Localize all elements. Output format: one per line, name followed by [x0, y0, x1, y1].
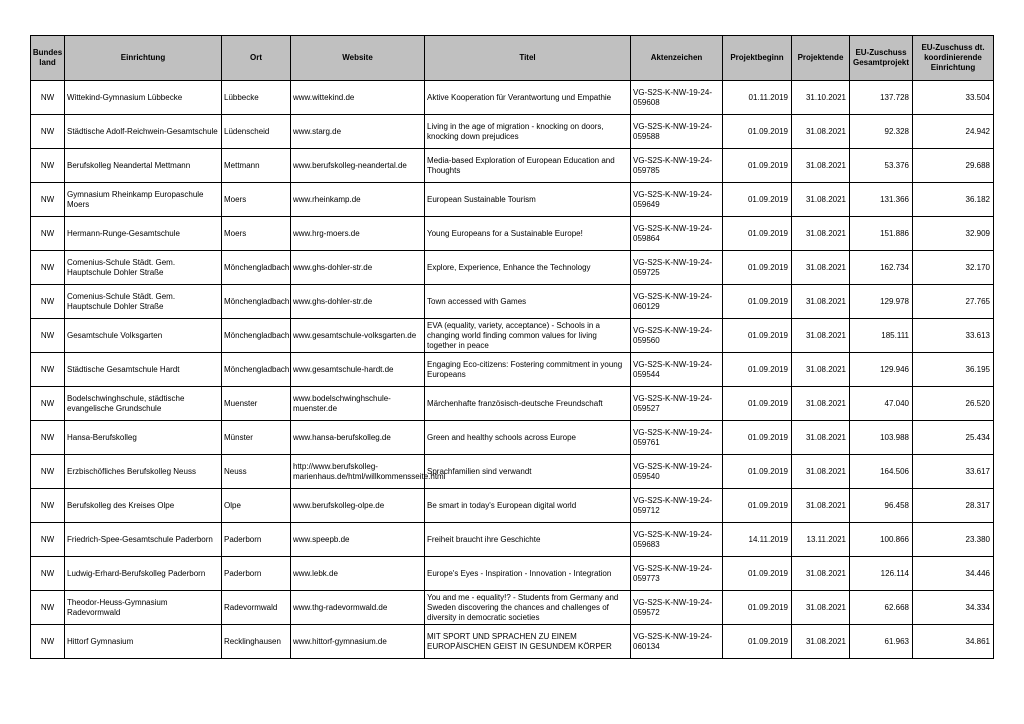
cell-eu-zuschuss-koord: 36.182 [913, 183, 994, 217]
cell-projektende: 31.08.2021 [792, 557, 850, 591]
cell-eu-zuschuss-gesamt: 185.111 [850, 319, 913, 353]
table-row [31, 251, 994, 285]
cell-projektbeginn: 14.11.2019 [723, 523, 792, 557]
cell-eu-zuschuss-gesamt: 100.866 [850, 523, 913, 557]
cell-projektbeginn: 01.09.2019 [723, 591, 792, 625]
table-row [31, 387, 994, 421]
cell-eu-zuschuss-gesamt: 131.366 [850, 183, 913, 217]
table-row [31, 319, 994, 353]
cell-website[interactable]: www.rheinkamp.de [291, 183, 425, 217]
col-eu-zuschuss-gesamt-header: EU-Zuschuss Gesamtprojekt [850, 36, 913, 81]
table-header [31, 36, 994, 81]
cell-projektbeginn: 01.09.2019 [723, 625, 792, 659]
cell-projektende: 31.08.2021 [792, 591, 850, 625]
cell-bundesland: NW [31, 387, 65, 421]
cell-projektende: 31.08.2021 [792, 353, 850, 387]
cell-titel: Media-based Exploration of European Education and Thoughts [425, 149, 631, 183]
cell-titel: Freiheit braucht ihre Geschichte [425, 523, 631, 557]
cell-einrichtung: Ludwig-Erhard-Berufskolleg Paderborn [65, 557, 222, 591]
col-einrichtung-header: Einrichtung [65, 36, 222, 81]
cell-eu-zuschuss-koord: 36.195 [913, 353, 994, 387]
cell-ort: Paderborn [222, 557, 291, 591]
cell-aktenzeichen: VG-S2S-K-NW-19-24-059785 [631, 149, 723, 183]
cell-aktenzeichen: VG-S2S-K-NW-19-24-059761 [631, 421, 723, 455]
col-eu-zuschuss-koord-header: EU-Zuschuss dt. koordinierende Einrichtung [913, 36, 994, 81]
cell-eu-zuschuss-koord: 34.446 [913, 557, 994, 591]
cell-titel: MIT SPORT UND SPRACHEN ZU EINEM EUROPÄISCHEN GEIST IN GESUNDEM KÖRPER [425, 625, 631, 659]
cell-projektbeginn: 01.09.2019 [723, 217, 792, 251]
cell-eu-zuschuss-gesamt: 96.458 [850, 489, 913, 523]
cell-bundesland: NW [31, 183, 65, 217]
cell-projektende: 31.08.2021 [792, 115, 850, 149]
cell-aktenzeichen: VG-S2S-K-NW-19-24-059649 [631, 183, 723, 217]
cell-einrichtung: Wittekind-Gymnasium Lübbecke [65, 81, 222, 115]
cell-aktenzeichen: VG-S2S-K-NW-19-24-059683 [631, 523, 723, 557]
cell-einrichtung: Comenius-Schule Städt. Gem. Hauptschule Dohler Straße [65, 251, 222, 285]
cell-titel: Sprachfamilien sind verwandt [425, 455, 631, 489]
table-row [31, 421, 994, 455]
cell-projektbeginn: 01.09.2019 [723, 115, 792, 149]
cell-projektende: 31.08.2021 [792, 217, 850, 251]
cell-titel: Europe's Eyes - Inspiration - Innovation - Integration [425, 557, 631, 591]
cell-website[interactable]: www.thg-radevormwald.de [291, 591, 425, 625]
cell-ort: Mönchengladbach [222, 285, 291, 319]
cell-website[interactable]: www.hrg-moers.de [291, 217, 425, 251]
cell-eu-zuschuss-koord: 33.613 [913, 319, 994, 353]
table-row [31, 625, 994, 659]
cell-aktenzeichen: VG-S2S-K-NW-19-24-059712 [631, 489, 723, 523]
cell-aktenzeichen: VG-S2S-K-NW-19-24-059773 [631, 557, 723, 591]
cell-bundesland: NW [31, 149, 65, 183]
table-row [31, 217, 994, 251]
cell-ort: Lübbecke [222, 81, 291, 115]
cell-bundesland: NW [31, 353, 65, 387]
cell-eu-zuschuss-gesamt: 129.946 [850, 353, 913, 387]
cell-einrichtung: Städtische Adolf-Reichwein-Gesamtschule [65, 115, 222, 149]
cell-titel: Young Europeans for a Sustainable Europe! [425, 217, 631, 251]
table-row [31, 557, 994, 591]
cell-eu-zuschuss-gesamt: 53.376 [850, 149, 913, 183]
cell-projektbeginn: 01.09.2019 [723, 319, 792, 353]
cell-projektende: 31.08.2021 [792, 251, 850, 285]
col-bundesland-header: Bundes land [31, 36, 65, 81]
cell-einrichtung: Gesamtschule Volksgarten [65, 319, 222, 353]
cell-einrichtung: Theodor-Heuss-Gymnasium Radevormwald [65, 591, 222, 625]
cell-eu-zuschuss-gesamt: 103.988 [850, 421, 913, 455]
cell-einrichtung: Hittorf Gymnasium [65, 625, 222, 659]
cell-website[interactable]: www.bodelschwinghschule-muenster.de [291, 387, 425, 421]
cell-bundesland: NW [31, 115, 65, 149]
cell-einrichtung: Erzbischöfliches Berufskolleg Neuss [65, 455, 222, 489]
cell-aktenzeichen: VG-S2S-K-NW-19-24-059527 [631, 387, 723, 421]
table-row [31, 523, 994, 557]
cell-titel: Living in the age of migration - knocking on doors, knocking down prejudices [425, 115, 631, 149]
cell-eu-zuschuss-koord: 24.942 [913, 115, 994, 149]
cell-eu-zuschuss-koord: 34.334 [913, 591, 994, 625]
cell-ort: Mönchengladbach [222, 353, 291, 387]
cell-ort: Mettmann [222, 149, 291, 183]
cell-projektbeginn: 01.11.2019 [723, 81, 792, 115]
cell-titel: Aktive Kooperation für Verantwortung und Empathie [425, 81, 631, 115]
cell-ort: Lüdenscheid [222, 115, 291, 149]
col-titel-header: Titel [425, 36, 631, 81]
cell-einrichtung: Berufskolleg Neandertal Mettmann [65, 149, 222, 183]
cell-projektende: 31.08.2021 [792, 489, 850, 523]
col-projektbeginn-header: Projektbeginn [723, 36, 792, 81]
cell-projektbeginn: 01.09.2019 [723, 353, 792, 387]
cell-projektende: 31.08.2021 [792, 387, 850, 421]
cell-eu-zuschuss-gesamt: 164.506 [850, 455, 913, 489]
cell-projektende: 31.10.2021 [792, 81, 850, 115]
cell-aktenzeichen: VG-S2S-K-NW-19-24-059560 [631, 319, 723, 353]
cell-projektende: 31.08.2021 [792, 625, 850, 659]
cell-einrichtung: Städtische Gesamtschule Hardt [65, 353, 222, 387]
cell-website[interactable]: www.speepb.de [291, 523, 425, 557]
cell-projektbeginn: 01.09.2019 [723, 149, 792, 183]
cell-eu-zuschuss-gesamt: 61.963 [850, 625, 913, 659]
cell-projektbeginn: 01.09.2019 [723, 455, 792, 489]
cell-titel: Engaging Eco-citizens: Fostering commitment in young Europeans [425, 353, 631, 387]
cell-eu-zuschuss-koord: 26.520 [913, 387, 994, 421]
cell-bundesland: NW [31, 625, 65, 659]
table-row [31, 455, 994, 489]
cell-website[interactable]: www.berufskolleg-olpe.de [291, 489, 425, 523]
cell-projektbeginn: 01.09.2019 [723, 251, 792, 285]
table-row [31, 183, 994, 217]
cell-projektbeginn: 01.09.2019 [723, 489, 792, 523]
cell-eu-zuschuss-gesamt: 137.728 [850, 81, 913, 115]
cell-titel: You and me - equality!? - Students from Germany and Sweden discovering the chances and challenges of diversity in democratic societies [425, 591, 631, 625]
cell-aktenzeichen: VG-S2S-K-NW-19-24-059588 [631, 115, 723, 149]
cell-bundesland: NW [31, 217, 65, 251]
cell-einrichtung: Comenius-Schule Städt. Gem. Hauptschule Dohler Straße [65, 285, 222, 319]
cell-einrichtung: Friedrich-Spee-Gesamtschule Paderborn [65, 523, 222, 557]
col-projektende-header: Projektende [792, 36, 850, 81]
cell-eu-zuschuss-gesamt: 92.328 [850, 115, 913, 149]
cell-projektbeginn: 01.09.2019 [723, 285, 792, 319]
cell-aktenzeichen: VG-S2S-K-NW-19-24-060129 [631, 285, 723, 319]
cell-einrichtung: Hansa-Berufskolleg [65, 421, 222, 455]
cell-eu-zuschuss-gesamt: 162.734 [850, 251, 913, 285]
cell-einrichtung: Hermann-Runge-Gesamtschule [65, 217, 222, 251]
cell-bundesland: NW [31, 557, 65, 591]
cell-projektende: 31.08.2021 [792, 285, 850, 319]
table-row [31, 115, 994, 149]
cell-titel: Märchenhafte französisch-deutsche Freundschaft [425, 387, 631, 421]
cell-eu-zuschuss-koord: 32.170 [913, 251, 994, 285]
cell-ort: Recklinghausen [222, 625, 291, 659]
cell-titel: Explore, Experience, Enhance the Technology [425, 251, 631, 285]
cell-projektende: 31.08.2021 [792, 149, 850, 183]
cell-projektbeginn: 01.09.2019 [723, 557, 792, 591]
cell-titel: EVA (equality, variety, acceptance) - Schools in a changing world finding common values for living together in peace [425, 319, 631, 353]
cell-projektbeginn: 01.09.2019 [723, 421, 792, 455]
cell-bundesland: NW [31, 455, 65, 489]
cell-eu-zuschuss-koord: 29.688 [913, 149, 994, 183]
cell-einrichtung: Gymnasium Rheinkamp Europaschule Moers [65, 183, 222, 217]
cell-bundesland: NW [31, 251, 65, 285]
cell-ort: Olpe [222, 489, 291, 523]
cell-eu-zuschuss-koord: 33.504 [913, 81, 994, 115]
cell-website[interactable]: www.gesamtschule-hardt.de [291, 353, 425, 387]
cell-website[interactable]: www.berufskolleg-neandertal.de [291, 149, 425, 183]
cell-ort: Radevormwald [222, 591, 291, 625]
funding-table [30, 35, 994, 659]
cell-website[interactable]: www.lebk.de [291, 557, 425, 591]
cell-aktenzeichen: VG-S2S-K-NW-19-24-059608 [631, 81, 723, 115]
col-website-header: Website [291, 36, 425, 81]
cell-eu-zuschuss-koord: 34.861 [913, 625, 994, 659]
cell-website[interactable]: www.wittekind.de [291, 81, 425, 115]
cell-titel: European Sustainable Tourism [425, 183, 631, 217]
cell-titel: Be smart in today's European digital world [425, 489, 631, 523]
cell-bundesland: NW [31, 421, 65, 455]
cell-website[interactable]: www.hittorf-gymnasium.de [291, 625, 425, 659]
cell-titel: Green and healthy schools across Europe [425, 421, 631, 455]
cell-projektende: 31.08.2021 [792, 455, 850, 489]
cell-ort: Moers [222, 217, 291, 251]
cell-website[interactable]: www.starg.de [291, 115, 425, 149]
cell-bundesland: NW [31, 523, 65, 557]
cell-bundesland: NW [31, 489, 65, 523]
cell-aktenzeichen: VG-S2S-K-NW-19-24-059540 [631, 455, 723, 489]
cell-ort: Muenster [222, 387, 291, 421]
cell-bundesland: NW [31, 591, 65, 625]
cell-einrichtung: Bodelschwinghschule, städtische evangelische Grundschule [65, 387, 222, 421]
cell-projektende: 31.08.2021 [792, 183, 850, 217]
cell-ort: Neuss [222, 455, 291, 489]
cell-website[interactable]: www.gesamtschule-volksgarten.de [291, 319, 425, 353]
cell-eu-zuschuss-koord: 25.434 [913, 421, 994, 455]
cell-titel: Town accessed with Games [425, 285, 631, 319]
table-row [31, 489, 994, 523]
cell-aktenzeichen: VG-S2S-K-NW-19-24-059544 [631, 353, 723, 387]
cell-eu-zuschuss-koord: 28.317 [913, 489, 994, 523]
cell-aktenzeichen: VG-S2S-K-NW-19-24-059572 [631, 591, 723, 625]
cell-website[interactable]: www.ghs-dohler-str.de [291, 251, 425, 285]
cell-eu-zuschuss-koord: 27.765 [913, 285, 994, 319]
cell-aktenzeichen: VG-S2S-K-NW-19-24-060134 [631, 625, 723, 659]
cell-ort: Paderborn [222, 523, 291, 557]
table-row [31, 149, 994, 183]
col-aktenzeichen-header: Aktenzeichen [631, 36, 723, 81]
cell-aktenzeichen: VG-S2S-K-NW-19-24-059864 [631, 217, 723, 251]
cell-aktenzeichen: VG-S2S-K-NW-19-24-059725 [631, 251, 723, 285]
cell-eu-zuschuss-gesamt: 47.040 [850, 387, 913, 421]
table-row [31, 81, 994, 115]
table-body [31, 81, 994, 659]
cell-eu-zuschuss-gesamt: 126.114 [850, 557, 913, 591]
cell-eu-zuschuss-koord: 32.909 [913, 217, 994, 251]
cell-eu-zuschuss-gesamt: 62.668 [850, 591, 913, 625]
cell-bundesland: NW [31, 81, 65, 115]
cell-ort: Mönchengladbach [222, 319, 291, 353]
col-ort-header: Ort [222, 36, 291, 81]
cell-website[interactable]: http://www.berufskolleg-marienhaus.de/html/willkommensseite.html [291, 455, 425, 489]
cell-website[interactable]: www.ghs-dohler-str.de [291, 285, 425, 319]
cell-projektende: 31.08.2021 [792, 319, 850, 353]
cell-eu-zuschuss-gesamt: 129.978 [850, 285, 913, 319]
cell-ort: Mönchengladbach [222, 251, 291, 285]
cell-projektbeginn: 01.09.2019 [723, 387, 792, 421]
cell-projektbeginn: 01.09.2019 [723, 183, 792, 217]
cell-website[interactable]: www.hansa-berufskolleg.de [291, 421, 425, 455]
table-row [31, 285, 994, 319]
cell-eu-zuschuss-gesamt: 151.886 [850, 217, 913, 251]
header-row [31, 36, 994, 81]
cell-ort: Moers [222, 183, 291, 217]
table-row [31, 353, 994, 387]
cell-ort: Münster [222, 421, 291, 455]
cell-bundesland: NW [31, 285, 65, 319]
cell-bundesland: NW [31, 319, 65, 353]
cell-eu-zuschuss-koord: 33.617 [913, 455, 994, 489]
cell-projektende: 31.08.2021 [792, 421, 850, 455]
table-row [31, 591, 994, 625]
cell-einrichtung: Berufskolleg des Kreises Olpe [65, 489, 222, 523]
cell-eu-zuschuss-koord: 23.380 [913, 523, 994, 557]
cell-projektende: 13.11.2021 [792, 523, 850, 557]
